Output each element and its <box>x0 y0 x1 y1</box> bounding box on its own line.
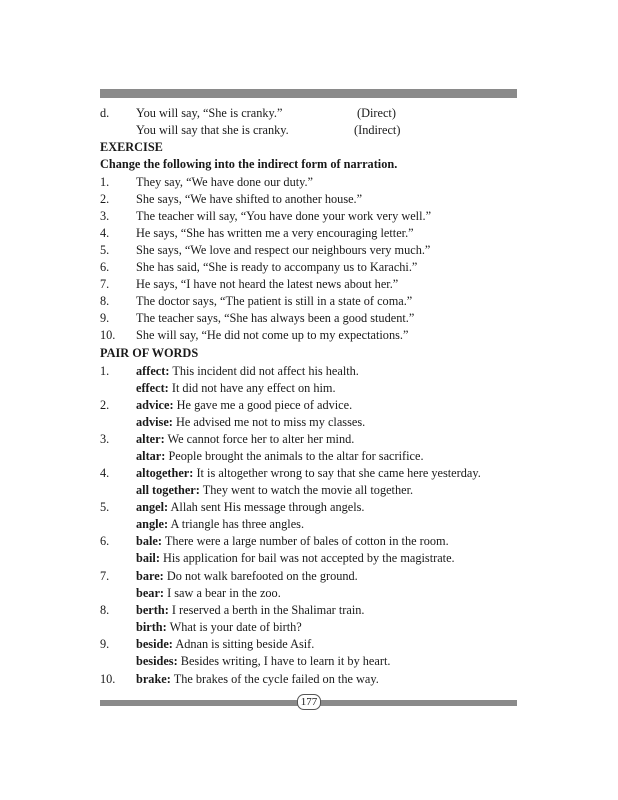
example-sentence: Do not walk barefooted on the ground. <box>166 569 358 583</box>
item-number: 2. <box>100 398 110 412</box>
item-number: 9. <box>100 311 110 325</box>
word: bear: <box>136 586 164 600</box>
item-number: 3. <box>100 209 110 223</box>
item-number: 10. <box>100 672 116 686</box>
example-sentence: Adnan is sitting beside Asif. <box>175 637 315 651</box>
item-text: She has said, “She is ready to accompany us to Karachi.” <box>136 260 418 274</box>
example-sentence: People brought the animals to the altar for sacrifice. <box>168 449 424 463</box>
word: all together: <box>136 483 200 497</box>
word: bail: <box>136 551 160 565</box>
item-text: She says, “We have shifted to another house.” <box>136 192 363 206</box>
word: alter: <box>136 432 165 446</box>
example-sentence: Besides writing, I have to learn it by heart. <box>180 654 391 668</box>
example-sentence: We cannot force her to alter her mind. <box>167 432 355 446</box>
item-number: 8. <box>100 294 110 308</box>
word: berth: <box>136 603 169 617</box>
example-sentence: A triangle has three angles. <box>170 517 305 531</box>
example-sentence: They went to watch the movie all together. <box>202 483 414 497</box>
word: advise: <box>136 415 173 429</box>
example-sentence: It is altogether wrong to say that she came here yesterday. <box>196 466 481 480</box>
item-number: 10. <box>100 328 116 342</box>
item-text: She will say, “He did not come up to my expectations.” <box>136 328 409 342</box>
item-number: 1. <box>100 175 110 189</box>
item-number: 8. <box>100 603 110 617</box>
item-text: She says, “We love and respect our neighbours very much.” <box>136 243 431 257</box>
item-number: 9. <box>100 637 110 651</box>
word: bare: <box>136 569 164 583</box>
example-direct-text: You will say, “She is cranky.” <box>136 106 283 120</box>
word: beside: <box>136 637 173 651</box>
exercise-heading: EXERCISE <box>100 140 163 154</box>
word: effect: <box>136 381 169 395</box>
example-sentence: He gave me a good piece of advice. <box>176 398 353 412</box>
example-sentence: There were a large number of bales of cotton in the room. <box>164 534 449 548</box>
item-number: 5. <box>100 500 110 514</box>
page-number: 177 <box>297 694 321 710</box>
example-sentence: The brakes of the cycle failed on the way. <box>173 672 379 686</box>
example-sentence: It did not have any effect on him. <box>171 381 336 395</box>
example-label: d. <box>100 106 110 120</box>
item-number: 3. <box>100 432 110 446</box>
word: birth: <box>136 620 167 634</box>
word: angle: <box>136 517 169 531</box>
item-text: The doctor says, “The patient is still in a state of coma.” <box>136 294 413 308</box>
direct-tag: (Direct) <box>357 106 396 120</box>
item-number: 2. <box>100 192 110 206</box>
example-sentence: Allah sent His message through angels. <box>170 500 365 514</box>
word: besides: <box>136 654 178 668</box>
item-number: 6. <box>100 534 110 548</box>
example-sentence: This incident did not affect his health. <box>172 364 359 378</box>
example-sentence: He advised me not to miss my classes. <box>175 415 366 429</box>
item-text: He says, “She has written me a very encouraging letter.” <box>136 226 414 240</box>
item-number: 1. <box>100 364 110 378</box>
item-number: 4. <box>100 226 110 240</box>
item-number: 5. <box>100 243 110 257</box>
word: angel: <box>136 500 169 514</box>
word: brake: <box>136 672 171 686</box>
word: altogether: <box>136 466 194 480</box>
item-number: 7. <box>100 569 110 583</box>
top-rule <box>100 89 517 98</box>
example-sentence: What is your date of birth? <box>169 620 302 634</box>
item-number: 4. <box>100 466 110 480</box>
item-text: The teacher says, “She has always been a good student.” <box>136 311 415 325</box>
item-number: 6. <box>100 260 110 274</box>
example-sentence: His application for bail was not accepted by the magistrate. <box>163 551 455 565</box>
item-text: He says, “I have not heard the latest news about her.” <box>136 277 399 291</box>
example-sentence: I reserved a berth in the Shalimar train. <box>171 603 365 617</box>
example-indirect-text: You will say that she is cranky. <box>136 123 289 137</box>
word: affect: <box>136 364 170 378</box>
exercise-instruction: Change the following into the indirect form of narration. <box>100 157 398 171</box>
word: altar: <box>136 449 166 463</box>
item-number: 7. <box>100 277 110 291</box>
pair-of-words-heading: PAIR OF WORDS <box>100 346 199 360</box>
word: advice: <box>136 398 174 412</box>
item-text: The teacher will say, “You have done your work very well.” <box>136 209 432 223</box>
word: bale: <box>136 534 162 548</box>
item-text: They say, “We have done our duty.” <box>136 175 314 189</box>
indirect-tag: (Indirect) <box>354 123 401 137</box>
example-sentence: I saw a bear in the zoo. <box>167 586 281 600</box>
